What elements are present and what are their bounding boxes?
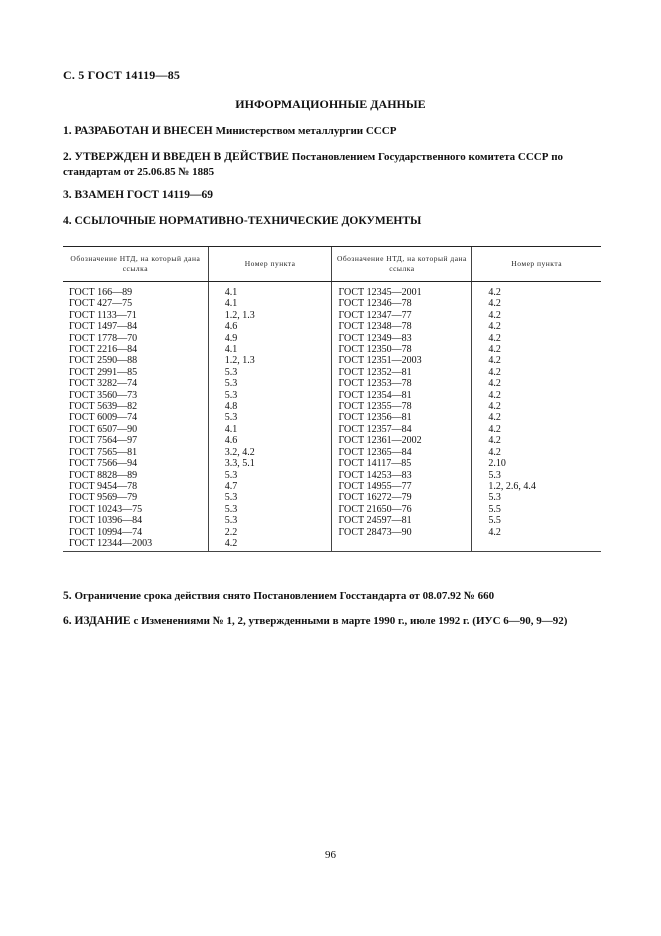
- clause-cell: 4.2: [472, 447, 601, 458]
- info-item-text: Постановлением Государственного комитета СССР по стандартам от 25.06.85 № 1885: [63, 151, 564, 178]
- clause-cell: 5.3: [208, 492, 332, 503]
- info-item-label: 4. ССЫЛОЧНЫЕ НОРМАТИВНО-ТЕХНИЧЕСКИЕ ДОКУМЕНТЫ: [63, 215, 422, 227]
- info-item-label: 1. РАЗРАБОТАН И ВНЕСЕН: [63, 125, 213, 137]
- clause-cell: 4.2: [472, 355, 601, 366]
- table-row: [63, 282, 601, 299]
- clause-cell: 4.2: [472, 367, 601, 378]
- table-row: [63, 424, 601, 435]
- clause-cell: 4.2: [472, 310, 601, 321]
- table-header-row: [63, 247, 601, 282]
- designation-cell: ГОСТ 7566—94: [69, 458, 138, 470]
- clause-cell: 4.1: [208, 282, 332, 299]
- clause-cell: 4.2: [472, 378, 601, 389]
- table-row: [63, 435, 601, 446]
- section-title: ИНФОРМАЦИОННЫЕ ДАННЫЕ: [235, 97, 426, 111]
- clause-cell: 4.7: [208, 481, 332, 492]
- designation-cell: ГОСТ 12350—78: [332, 344, 472, 355]
- designation-cell: ГОСТ 12353—78: [332, 378, 472, 389]
- table-row: [63, 401, 601, 412]
- designation-cell: [332, 538, 472, 552]
- designation-cell: ГОСТ 166—89: [69, 287, 133, 298]
- designation-cell: ГОСТ 9569—79: [69, 492, 138, 504]
- clause-cell: 4.2: [472, 333, 601, 344]
- info-item-text: Министерством металлургии СССР: [215, 125, 397, 137]
- designation-cell: ГОСТ 3560—73: [69, 389, 138, 401]
- clause-cell: 5.3: [208, 367, 332, 378]
- clause-cell: 1.2, 1.3: [208, 310, 332, 321]
- clause-cell: 3.2, 4.2: [208, 447, 332, 458]
- info-item-3: [63, 188, 601, 203]
- table-row: [63, 447, 601, 458]
- table-body: [63, 282, 601, 552]
- designation-cell: ГОСТ 24597—81: [332, 515, 472, 526]
- table-row: [63, 481, 601, 492]
- table-row: [63, 378, 601, 389]
- table-row: [63, 538, 601, 552]
- info-item-5: [63, 589, 601, 604]
- column-header-designation: Обозначение НТД, на который дана ссылка: [332, 247, 472, 282]
- table-row: [63, 492, 601, 503]
- designation-cell: ГОСТ 2216—84: [69, 344, 138, 356]
- column-header-clause: Номер пункта: [472, 247, 601, 282]
- clause-cell: 4.2: [208, 538, 332, 552]
- designation-cell: ГОСТ 1778—70: [69, 332, 138, 344]
- clause-cell: 4.8: [208, 401, 332, 412]
- designation-cell: ГОСТ 10396—84: [69, 515, 143, 527]
- designation-cell: ГОСТ 12356—81: [332, 412, 472, 423]
- designation-cell: ГОСТ 2590—88: [69, 355, 138, 367]
- designation-cell: ГОСТ 14955—77: [332, 481, 472, 492]
- table-row: [63, 333, 601, 344]
- info-item-label: 5.: [63, 590, 72, 602]
- table-row: [63, 355, 601, 366]
- column-header-clause: Номер пункта: [208, 247, 332, 282]
- clause-cell: 4.1: [208, 344, 332, 355]
- clause-cell: 4.2: [472, 424, 601, 435]
- clause-cell: 4.2: [472, 401, 601, 412]
- table-row: [63, 515, 601, 526]
- clause-cell: 5.3: [208, 390, 332, 401]
- info-item-text: Ограничение срока действия снято Постановлением Госстандарта от 08.07.92 № 660: [74, 590, 495, 602]
- designation-cell: ГОСТ 8828—89: [69, 469, 138, 481]
- designation-cell: ГОСТ 10994—74: [69, 526, 143, 538]
- designation-cell: ГОСТ 14253—83: [332, 470, 472, 481]
- table-row: [63, 527, 601, 538]
- page-header: С. 5 ГОСТ 14119—85: [63, 68, 181, 82]
- clause-cell: 3.3, 5.1: [208, 458, 332, 469]
- designation-cell: ГОСТ 12357—84: [332, 424, 472, 435]
- table-row: [63, 412, 601, 423]
- clause-cell: 5.3: [208, 470, 332, 481]
- clause-cell: 4.1: [208, 424, 332, 435]
- info-item-1: [63, 124, 601, 139]
- info-item-label: 2. УТВЕРЖДЕН И ВВЕДЕН В ДЕЙСТВИЕ: [63, 151, 289, 163]
- clause-cell: 5.3: [472, 492, 601, 503]
- clause-cell: 4.2: [472, 412, 601, 423]
- designation-cell: ГОСТ 3282—74: [69, 378, 138, 390]
- info-item-2: [63, 150, 601, 180]
- reference-table: [63, 246, 601, 552]
- designation-cell: ГОСТ 12346—78: [332, 298, 472, 309]
- designation-cell: ГОСТ 12361—2002: [332, 435, 472, 446]
- designation-cell: ГОСТ 12345—2001: [332, 282, 472, 299]
- clause-cell: 5.3: [208, 504, 332, 515]
- clause-cell: [472, 538, 601, 552]
- designation-cell: ГОСТ 12355—78: [332, 401, 472, 412]
- clause-cell: 5.3: [208, 412, 332, 423]
- designation-cell: ГОСТ 12349—83: [332, 333, 472, 344]
- column-header-designation: Обозначение НТД, на который дана ссылка: [63, 247, 208, 282]
- designation-cell: ГОСТ 6009—74: [69, 412, 138, 424]
- table-row: [63, 390, 601, 401]
- info-item-4: [63, 214, 601, 229]
- designation-cell: ГОСТ 9454—78: [69, 480, 138, 492]
- designation-cell: ГОСТ 427—75: [69, 298, 133, 310]
- clause-cell: 2.2: [208, 527, 332, 538]
- info-item-label: 3. ВЗАМЕН ГОСТ 14119—69: [63, 189, 213, 201]
- clause-cell: 5.3: [472, 470, 601, 481]
- clause-cell: 5.3: [208, 378, 332, 389]
- clause-cell: 4.6: [208, 321, 332, 332]
- table-row: [63, 504, 601, 515]
- clause-cell: 1.2, 1.3: [208, 355, 332, 366]
- designation-cell: ГОСТ 12365—84: [332, 447, 472, 458]
- clause-cell: 4.2: [472, 435, 601, 446]
- designation-cell: ГОСТ 5639—82: [69, 401, 138, 413]
- designation-cell: ГОСТ 7565—81: [69, 446, 138, 458]
- designation-cell: ГОСТ 12351—2003: [332, 355, 472, 366]
- table-row: [63, 458, 601, 469]
- clause-cell: 4.2: [472, 298, 601, 309]
- info-item-text: с Изменениями № 1, 2, утвержденными в марте 1990 г., июле 1992 г. (ИУС 6—90, 9—92): [133, 615, 568, 627]
- designation-cell: ГОСТ 21650—76: [332, 504, 472, 515]
- designation-cell: ГОСТ 1497—84: [69, 321, 138, 333]
- designation-cell: ГОСТ 16272—79: [332, 492, 472, 503]
- clause-cell: 5.3: [208, 515, 332, 526]
- designation-cell: ГОСТ 6507—90: [69, 423, 138, 435]
- clause-cell: 4.2: [472, 321, 601, 332]
- clause-cell: 4.9: [208, 333, 332, 344]
- table-row: [63, 321, 601, 332]
- designation-cell: ГОСТ 12344—2003: [63, 538, 208, 552]
- designation-cell: ГОСТ 10243—75: [69, 503, 143, 515]
- page-number: 96: [325, 849, 336, 861]
- designation-cell: ГОСТ 12347—77: [332, 310, 472, 321]
- designation-cell: ГОСТ 2991—85: [69, 366, 138, 378]
- info-item-6: [63, 614, 601, 629]
- designation-cell: ГОСТ 7564—97: [69, 435, 138, 447]
- designation-cell: ГОСТ 14117—85: [332, 458, 472, 469]
- designation-cell: ГОСТ 28473—90: [332, 527, 472, 538]
- designation-cell: ГОСТ 12354—81: [332, 390, 472, 401]
- designation-cell: ГОСТ 12348—78: [332, 321, 472, 332]
- clause-cell: 4.2: [472, 390, 601, 401]
- clause-cell: 1.2, 2.6, 4.4: [472, 481, 601, 492]
- table-row: [63, 298, 601, 309]
- clause-cell: 4.2: [472, 282, 601, 299]
- clause-cell: 2.10: [472, 458, 601, 469]
- table-row: [63, 344, 601, 355]
- clause-cell: 4.2: [472, 527, 601, 538]
- info-item-label: 6. ИЗДАНИЕ: [63, 615, 131, 627]
- table-row: [63, 470, 601, 481]
- clause-cell: 4.2: [472, 344, 601, 355]
- clause-cell: 5.5: [472, 504, 601, 515]
- clause-cell: 5.5: [472, 515, 601, 526]
- designation-cell: ГОСТ 12352—81: [332, 367, 472, 378]
- clause-cell: 4.1: [208, 298, 332, 309]
- table-row: [63, 367, 601, 378]
- designation-cell: ГОСТ 1133—71: [69, 309, 137, 321]
- clause-cell: 4.6: [208, 435, 332, 446]
- table-row: [63, 310, 601, 321]
